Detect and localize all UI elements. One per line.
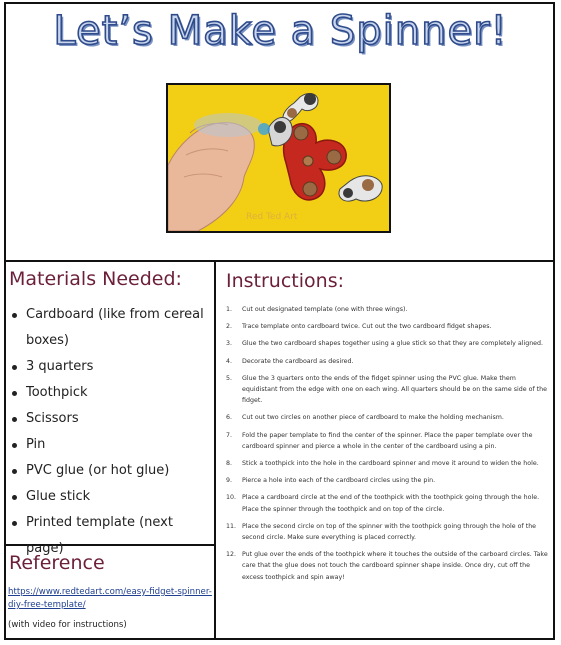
instruction-step: 9. Pierce a hole into each of the cardboard circles using the pin. [226, 477, 436, 485]
instruction-step: 4. Decorate the cardboard as desired. [226, 357, 354, 365]
column-divider [214, 260, 216, 640]
instruction-step: 7. Fold the paper template to find the center of the spinner. Place the paper template over the cardboard spinner and pierce a whole in the center of the cardboard using a pin. [226, 431, 533, 450]
instruction-step: 11. Place the second circle on top of the spinner with the toothpick going through the hole of the second circle. Make sure everything is placed correctly. [226, 522, 537, 542]
list-item: PVC glue (or hot glue) [10, 458, 214, 484]
bullet-icon [12, 365, 17, 370]
instructions-list [226, 304, 548, 583]
bullet-icon [12, 443, 17, 448]
bullet-icon [12, 495, 17, 500]
list-item: Scissors [10, 406, 214, 432]
page-title: Let’s Make a Spinner! [53, 8, 508, 54]
instruction-step: 10. Place a cardboard circle at the end of the toothpick with the toothpick going through the hole. Place the spinner through the toothpick and on top of the circle. [226, 494, 540, 513]
list-item: Pin [10, 432, 214, 458]
reference-note: (with video for instructions) [8, 620, 127, 630]
bullet-icon [12, 521, 17, 526]
list-item: Glue stick [10, 484, 214, 510]
bullet-icon [12, 417, 17, 422]
instruction-step: 12. Put glue over the ends of the toothpick where it touches the outside of the carboard circles. Take care that the glue does not touch the cardboard spinner shape inside. Once dry, cut off the excess toothpick and spin away! [226, 551, 548, 581]
list-item: 3 quarters [10, 354, 214, 380]
instruction-step: 5. Glue the 3 quarters onto the ends of the fidget spinner using the PVC glue. Make them equidistant from the edge with one on each wing. All quarters should be on the same side of the fidget. [226, 374, 547, 405]
header-divider [4, 260, 555, 262]
spinner-photo [166, 83, 391, 233]
bullet-icon [12, 469, 17, 474]
instruction-step: 1. Cut out designated template (one with three wings). [226, 306, 408, 313]
photo-watermark: Red Ted Art [246, 212, 298, 222]
instruction-step: 6. Cut out two circles on another piece of cardboard to make the holding mechanism. [226, 414, 504, 422]
list-item: Printed template (next page) [10, 510, 214, 562]
bullet-icon [12, 313, 17, 318]
instructions-heading: Instructions: [226, 270, 344, 292]
instruction-step: 2. Trace template onto cardboard twice. Cut out the two cardboard fidget shapes. [226, 323, 492, 331]
instruction-step: 8. Stick a toothpick into the hole in the cardboard spinner and move it around to widen the hole. [226, 460, 539, 468]
reference-link[interactable]: https://www.redtedart.com/easy-fidget-spinner-diy-free-template/ [8, 587, 212, 610]
bullet-icon [12, 391, 17, 396]
materials-list [10, 302, 214, 562]
reference-heading: Reference [9, 552, 105, 574]
materials-heading: Materials Needed: [9, 268, 182, 290]
list-item: Toothpick [10, 380, 214, 406]
instruction-step: 3. Glue the two cardboard shapes together using a glue stick so that they are completely aligned. [226, 340, 544, 348]
list-item: Cardboard (like from cereal boxes) [10, 302, 214, 354]
